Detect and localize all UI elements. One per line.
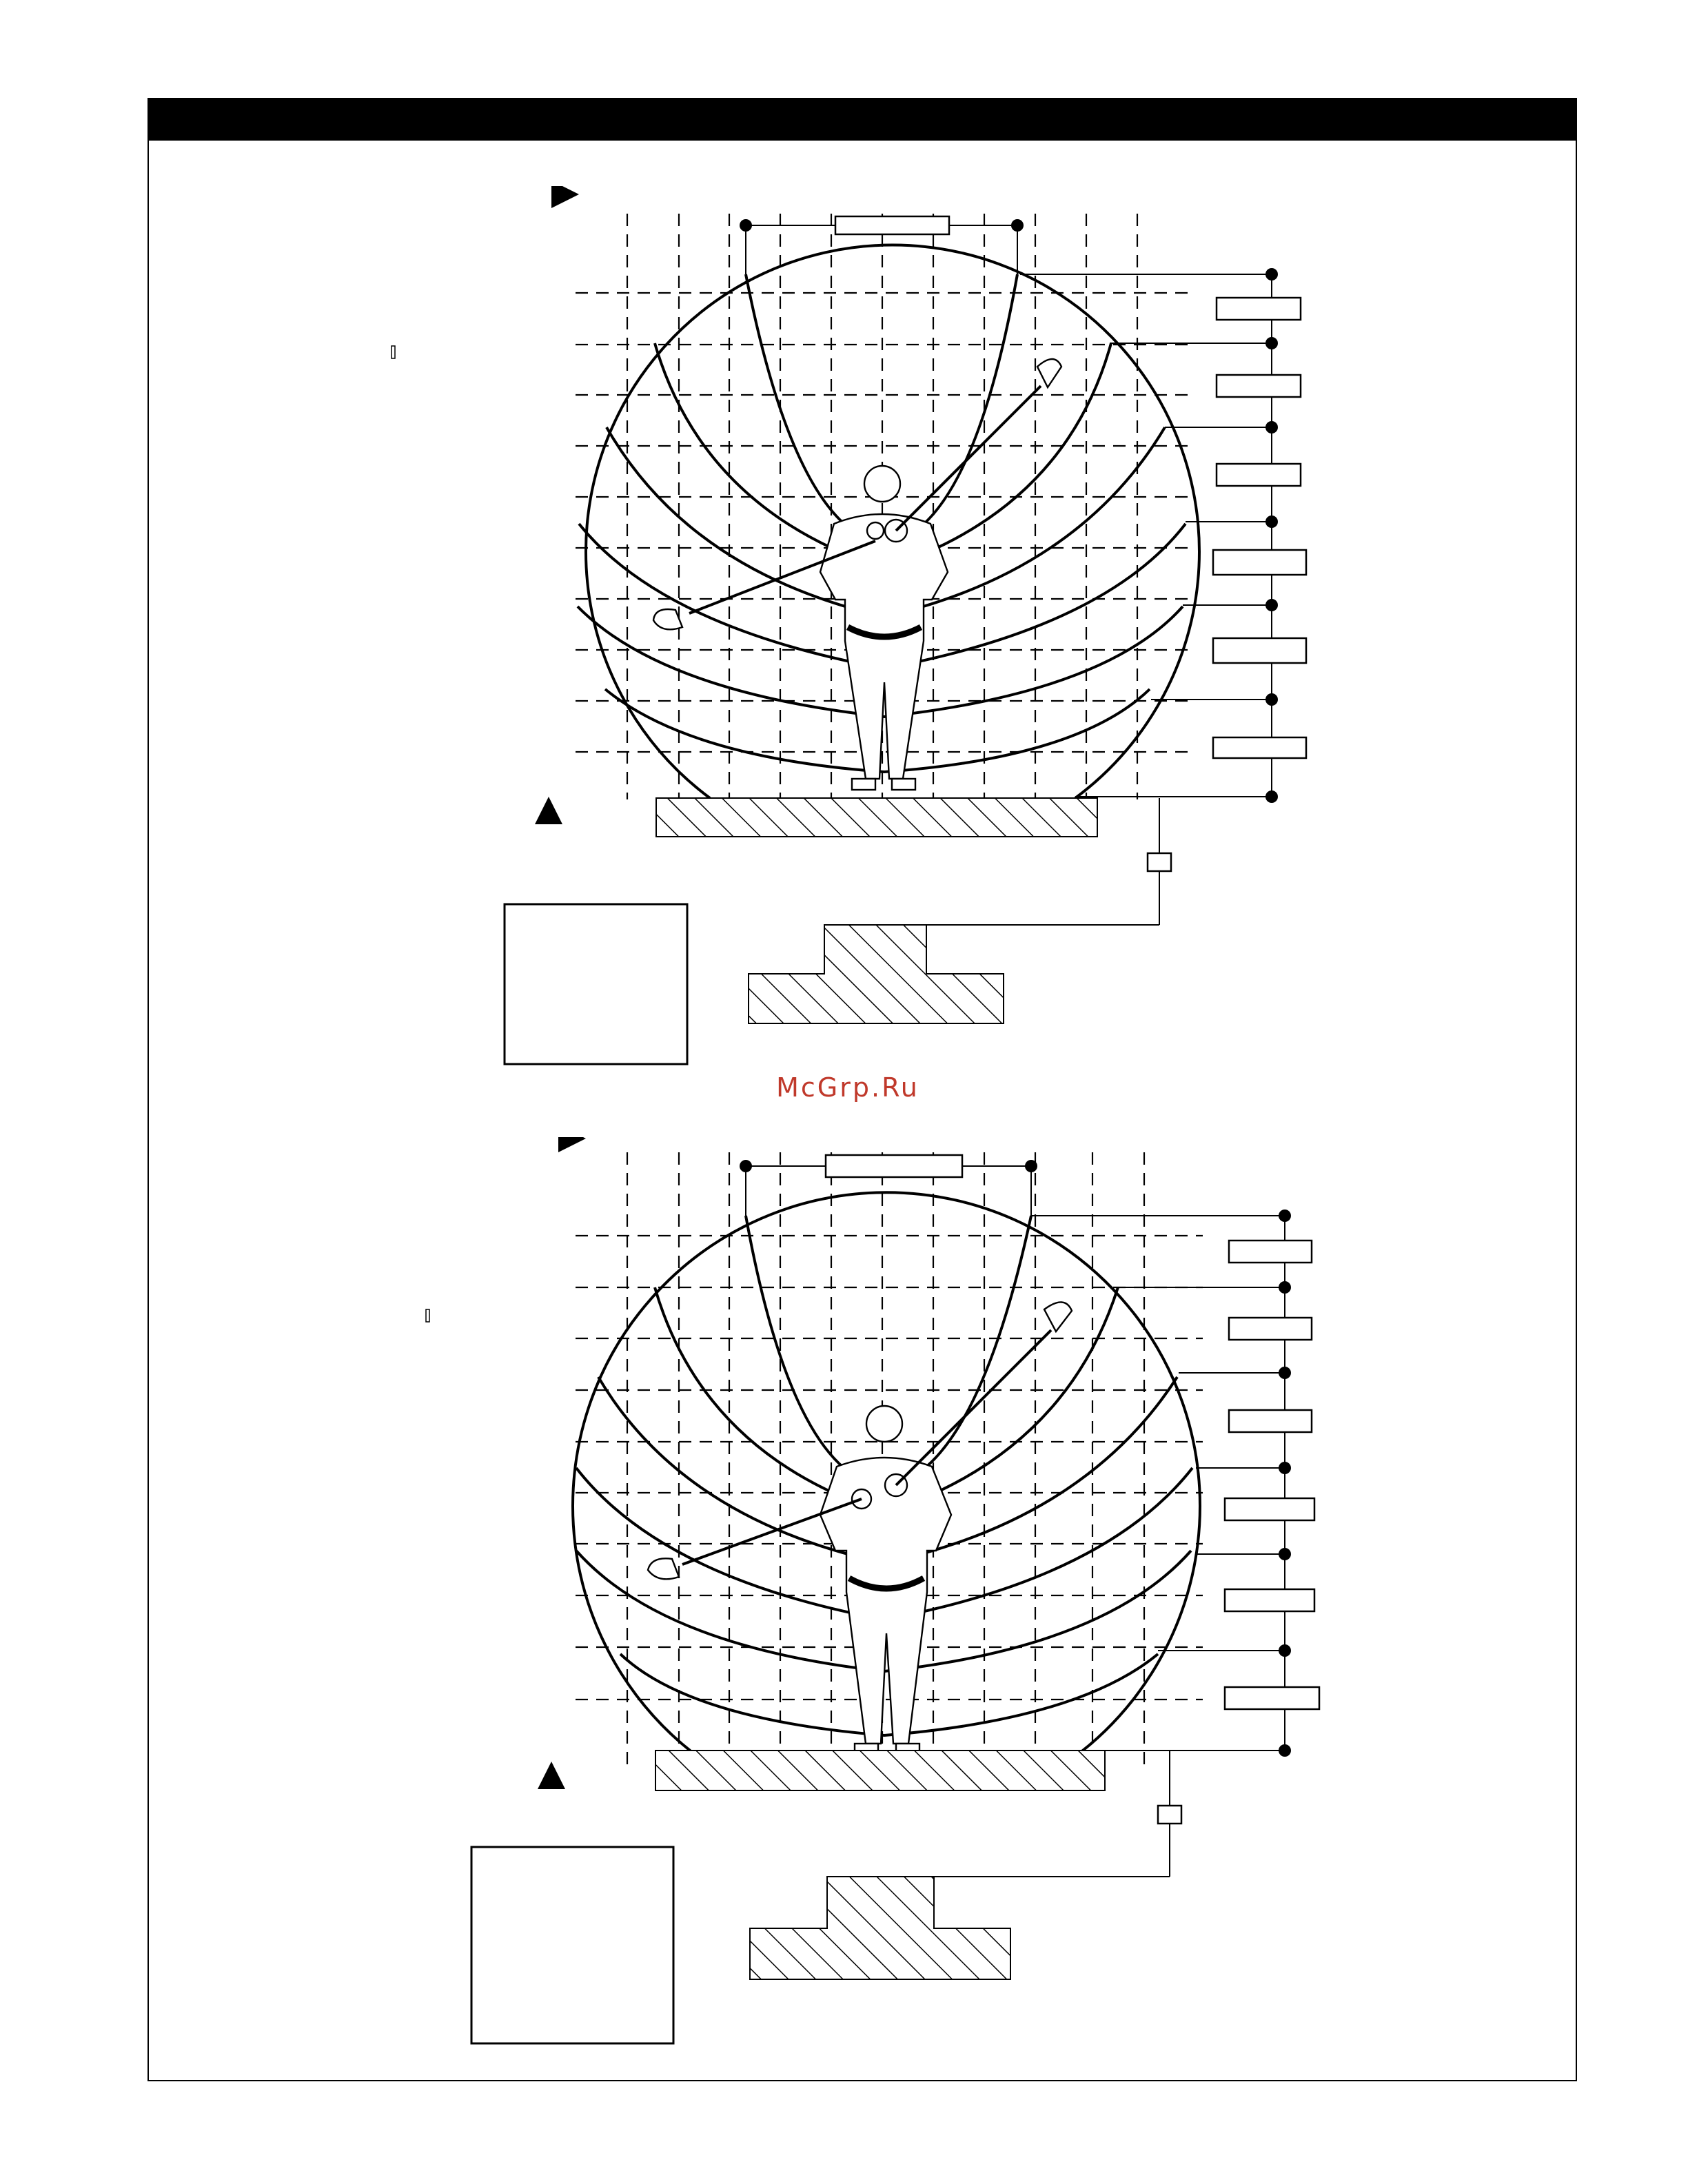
height-scale — [1020, 268, 1306, 803]
worker-figure — [648, 1302, 1072, 1756]
lower-obstruction — [749, 925, 1004, 1023]
width-dimension — [740, 1155, 1037, 1216]
width-label-box — [835, 216, 949, 234]
fall-clearance-diagram-bottom — [0, 1137, 1688, 2088]
fall-clearance-diagram-top — [0, 186, 1688, 1082]
lower-obstruction — [750, 1877, 1010, 1979]
watermark: McGrp.Ru — [776, 1072, 919, 1103]
header-bar — [148, 98, 1577, 141]
small-tick-mark — [426, 1309, 429, 1322]
legend-box — [471, 1847, 673, 2043]
width-label-box — [826, 1155, 962, 1177]
floor-slab — [656, 798, 1097, 837]
worker-figure — [653, 359, 1061, 790]
floor-slab — [655, 1751, 1105, 1790]
legend-box — [505, 904, 687, 1064]
small-tick-mark — [392, 346, 395, 358]
